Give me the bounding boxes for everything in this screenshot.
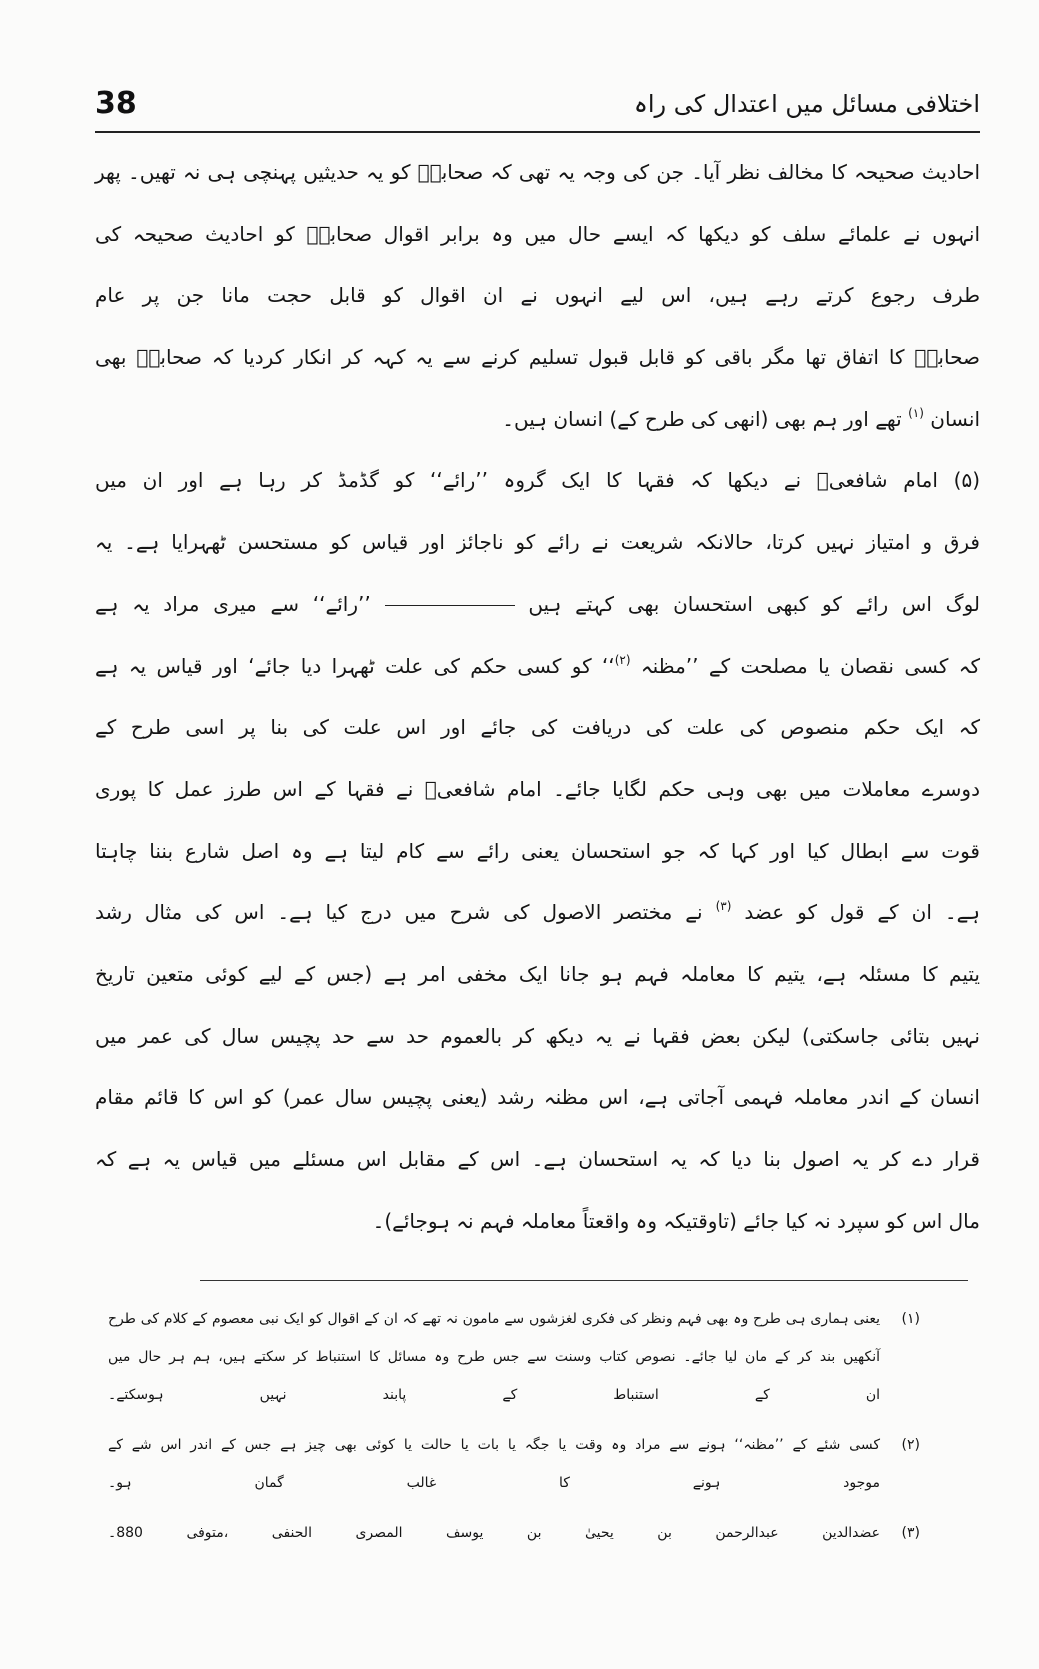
body-line: دوسرے معاملات میں بھی وہی حکم لگایا جائے۔ امام شافعیؒ نے فقہا کے اس طرز عمل کا پوری (95, 776, 980, 801)
page-header (95, 80, 980, 124)
body-text (95, 142, 980, 1252)
footnote-ref: (۱) (908, 405, 924, 420)
header-rule (95, 131, 980, 133)
footnote-line: موجود ہونے کا غالب گمان ہو۔ (108, 1475, 880, 1491)
body-line: کہ ایک حکم منصوص کی علت کی دریافت کی جائے اور اس علت کی بنا پر اسی طرح کے (95, 715, 980, 740)
footnote-text (108, 1426, 880, 1502)
body-line: نہیں بتائی جاسکتی) لیکن بعض فقہا نے یہ دیکھ کر بالعموم حد سے حد پچیس سال کی عمر میں (95, 1023, 980, 1048)
page-number: 38 (95, 86, 137, 121)
body-line: صحابہؓ کا اتفاق تھا مگر باقی کو قابل قبول تسلیم کرنے سے یہ کہہ کر انکار کردیا کہ صحابہؓ بھی (95, 345, 980, 370)
footnote-ref: (۳) (715, 899, 732, 914)
body-line (95, 636, 980, 698)
body-line-text: ’’رائے‘‘ سے میری مراد یہ ہے (95, 591, 371, 616)
body-line: احادیث صحیحہ کا مخالف نظر آیا۔ جن کی وجہ یہ تھی کہ صحابہؓ کو یہ حدیثیں پہنچی ہی نہ تھیں۔ پھر (95, 160, 980, 184)
blank-dash-rule (385, 605, 515, 606)
body-line (95, 574, 980, 636)
footnote (108, 1426, 920, 1502)
footnotes (108, 1300, 920, 1564)
footnote-rule (200, 1280, 968, 1281)
body-line: فرق و امتیاز نہیں کرتا، حالانکہ شریعت نے رائے کو ناجائز اور قیاس کو مستحسن ٹھہرایا ہے۔ یہ (95, 530, 980, 555)
body-line-text: ہے۔ ان کے قول کو عضد (744, 900, 981, 925)
footnote-number: (۲) (901, 1437, 920, 1453)
body-line: انسان کے اندر معاملہ فہمی آجاتی ہے، اس مظنہ رشد (یعنی پچیس سال عمر) کو اس کا قائم مقام (95, 1085, 980, 1110)
footnote-line: یعنی ہماری ہی طرح وہ بھی فہم ونظر کی فکری لغزشوں سے مامون نہ تھے کہ ان کے اقوال کو ایک نبی معصوم کے کلام کی طرح (108, 1311, 880, 1327)
footnote-number: (۱) (901, 1311, 920, 1327)
footnote (108, 1300, 920, 1414)
body-line-text: انسان (930, 406, 980, 431)
footnote-line: کسی شئے کے ’’مظنہ‘‘ ہونے سے مراد وہ وقت یا جگہ یا بات یا حالت یا کوئی بھی چیز ہے جس کے اندر اس شے کے (108, 1437, 880, 1453)
body-line: انہوں نے علمائے سلف کو دیکھا کہ ایسے حال میں وہ برابر اقوال صحابہؓ کو احادیث صحیحہ کی (95, 221, 980, 246)
body-line: قرار دے کر یہ اصول بنا دیا کہ یہ استحسان ہے۔ اس کے مقابل اس مسئلے میں قیاس یہ ہے کہ (95, 1147, 980, 1171)
body-line: (۵) امام شافعیؒ نے دیکھا کہ فقہا کا ایک گروہ ’’رائے‘‘ کو گڈمڈ کر رہا ہے اور ان میں (95, 468, 980, 493)
body-line-text: لوگ اس رائے کو کبھی استحسان بھی کہتے ہیں (528, 591, 981, 616)
footnote-line: آنکھیں بند کر کے مان لیا جائے۔ نصوص کتاب وسنت سے جس طرح وہ مسائل کا استنباط کر سکتے ہیں، ہم ہر حال میں (108, 1349, 880, 1365)
body-line-text: ‘‘ کو کسی حکم کی علت ٹھہرا دیا جائے‘ اور قیاس یہ ہے (95, 653, 615, 678)
body-line: یتیم کا مسئلہ ہے، یتیم کا معاملہ فہم ہو جانا ایک مخفی امر ہے (جس کے لیے کوئی متعین تاریخ (95, 961, 980, 986)
footnote-number: (۳) (901, 1525, 920, 1541)
footnote-line: ان کے استنباط کے پابند نہیں ہوسکتے۔ (108, 1387, 880, 1403)
body-line-text: تھے اور ہم بھی (انھی کی طرح کے) انسان ہیں۔ (502, 406, 902, 431)
footnote-text (108, 1300, 880, 1414)
footnote-text (108, 1514, 880, 1552)
body-line (95, 882, 980, 944)
body-line: قوت سے ابطال کیا اور کہا کہ جو استحسان یعنی رائے سے کام لیتا ہے وہ اصل شارع بننا چاہتا (95, 838, 980, 863)
body-line (95, 389, 980, 451)
footnote-line: عضدالدین عبدالرحمن بن یحییٰ بن یوسف المصری الحنفی ،متوفی 880۔ (108, 1525, 880, 1541)
body-line-text: کہ کسی نقصان یا مصلحت کے ’’مظنہ (640, 653, 980, 678)
book-title: اختلافی مسائل میں اعتدال کی راہ (633, 90, 980, 118)
body-line-text: نے مختصر الاصول کی شرح میں درج کیا ہے۔ اس کی مثال رشد (95, 900, 703, 925)
body-line: طرف رجوع کرتے رہے ہیں، اس لیے انہوں نے ان اقوال کو قابل حجت مانا جن پر عام (95, 283, 980, 308)
body-line: مال اس کو سپرد نہ کیا جائے (تاوقتیکہ وہ واقعتاً معاملہ فہم نہ ہوجائے)۔ (372, 1208, 980, 1233)
footnote-ref: (۲) (614, 652, 631, 667)
footnote (108, 1514, 920, 1552)
